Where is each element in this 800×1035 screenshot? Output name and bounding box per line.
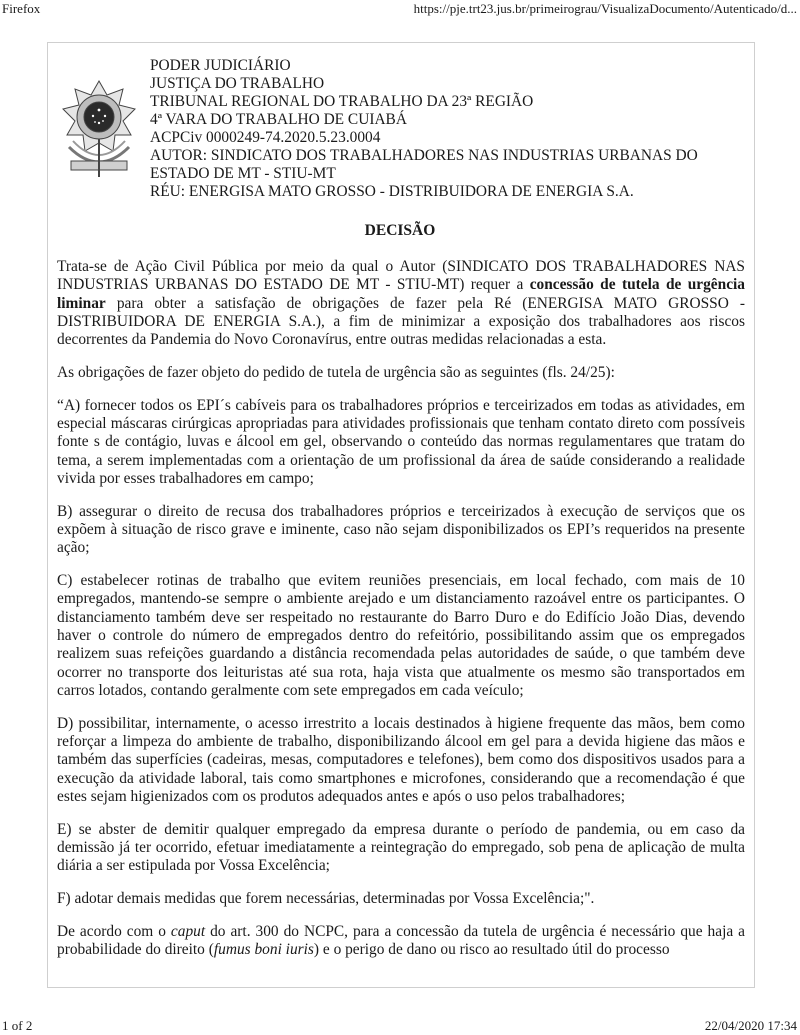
emphasis: concessão de tutela de urgência liminar (57, 276, 746, 312)
defendant-line: RÉU: ENERGISA MATO GROSSO - DISTRIBUIDORA DE ENERGIA S.A. (150, 183, 634, 200)
paragraph-item-f: F) adotar demais medidas que forem necessárias, determinadas por Vossa Excelência;". (57, 890, 595, 908)
browser-app-name: Firefox (2, 1, 41, 16)
print-timestamp: 22/04/2020 17:34 (704, 1018, 797, 1033)
header-line: JUSTIÇA DO TRABALHO (150, 75, 325, 92)
paragraph-item-b: B) assegurar o direito de recusa dos trabalhadores próprios e terceirizados à execução de serviços que os expõem à situação de risco grave e iminente, caso não sejam disponibilizados os EPI’s requeridos na presente ação; (57, 502, 745, 557)
coat-of-arms-icon (61, 77, 137, 195)
court-header (150, 57, 750, 201)
latin-term: caput (170, 922, 206, 940)
paragraph-intro: Trata-se de Ação Civil Pública por meio da qual o Autor (SINDICATO DOS TRABALHADORES NAS INDUSTRIAS URBANAS DO ESTADO DE MT - STIU-MT) requer a concessão de tutela de urgência liminar para obter a satisfação de obrigações de fazer pela Ré (ENERGISA MATO GROSSO - DISTRIBUIDORA DE ENERGIA S.A.), a fim de minimizar a exposição dos trabalhadores aos riscos decorrentes da Pandemia do Novo Coronavírus, entre outras medidas relacionadas a esta. (57, 258, 746, 349)
paragraph-item-d: D) possibilitar, internamente, o acesso irrestrito a locais destinados à higiene frequente das mãos, bem como reforçar a limpeza do ambiente de trabalho, disponibilizando álcool em gel para a devida higiene das mãos e também das superfícies (cadeiras, mesas, computadores e telefones), bem como dos dispositivos usados para a execução da atividade laboral, tais como smartphones e microfones, considerando que a recomendação é que estes sejam higienizados com os produtos adequados antes e após o uso pelos trabalhadores; (57, 714, 745, 805)
page-indicator: 1 of 2 (2, 1018, 33, 1033)
header-line: TRIBUNAL REGIONAL DO TRABALHO DA 23ª REGIÃO (150, 93, 534, 110)
plaintiff-line: AUTOR: SINDICATO DOS TRABALHADORES NAS INDUSTRIAS URBANAS DO (150, 147, 698, 164)
latin-term: fumus boni iuris (213, 941, 314, 959)
decision-body (57, 258, 745, 974)
header-line: PODER JUDICIÁRIO (150, 57, 291, 74)
paragraph-legal-basis: De acordo com o caput do art. 300 do NCPC, para a concessão da tutela de urgência é necessário que haja a probabilidade do direito (fumus boni iuris) e o perigo de dano ou risco ao resultado útil do processo (57, 922, 745, 959)
plaintiff-line-cont: ESTADO DE MT - STIU-MT (150, 165, 336, 182)
paragraph-item-a: “A) fornecer todos os EPI´s cabíveis para os trabalhadores próprios e terceirizados em todas as atividades, em especial máscaras cirúrgicas apropriadas para atividades profissionais que tenham contato direto com possíveis fonte s de contágio, luvas e álcool em gel, observando o conteúdo das normas regulamentares que tratam do tema, a serem implementadas com a orientação de um profissional da área de saúde considerando a realidade vivida por esses trabalhadores em campo; (57, 396, 745, 487)
document-title: DECISÃO (364, 222, 436, 239)
document-url: https://pje.trt23.jus.br/primeirograu/VisualizaDocumento/Autenticado/d... (413, 1, 797, 16)
case-number: ACPCiv 0000249-74.2020.5.23.0004 (150, 129, 381, 146)
paragraph: As obrigações de fazer objeto do pedido de tutela de urgência são as seguintes (fls. 24/25): (57, 363, 615, 381)
paragraph-item-c: C) estabelecer rotinas de trabalho que evitem reuniões presenciais, em local fechado, com mais de 10 empregados, mantendo-se sempre o ambiente arejado e um distanciamento razoável entre os participantes. O distanciamento também deve ser respeitado no restaurante do Barro Duro e do Edifício João Dias, devendo haver o controle do número de empregados dentro do refeitório, possibilitando assim que os empregados realizem suas refeições guardando a distância recomendada pelas autoridades de saúde, o que também deve ocorrer no transporte dos leituristas até sua rota, haja vista que atualmente os mesmo são transportados em carros lotados, contando geralmente com sete empregados em cada veículo; (57, 572, 745, 699)
header-line: 4ª VARA DO TRABALHO DE CUIABÁ (150, 111, 407, 128)
paragraph-item-e: E) se abster de demitir qualquer empregado da empresa durante o período de pandemia, ou em caso da demissão já ter ocorrido, efetuar imediatamente a reintegração do empregado, sob pena de aplicação de multa diária a ser estipulada por Vossa Excelência; (57, 820, 745, 875)
